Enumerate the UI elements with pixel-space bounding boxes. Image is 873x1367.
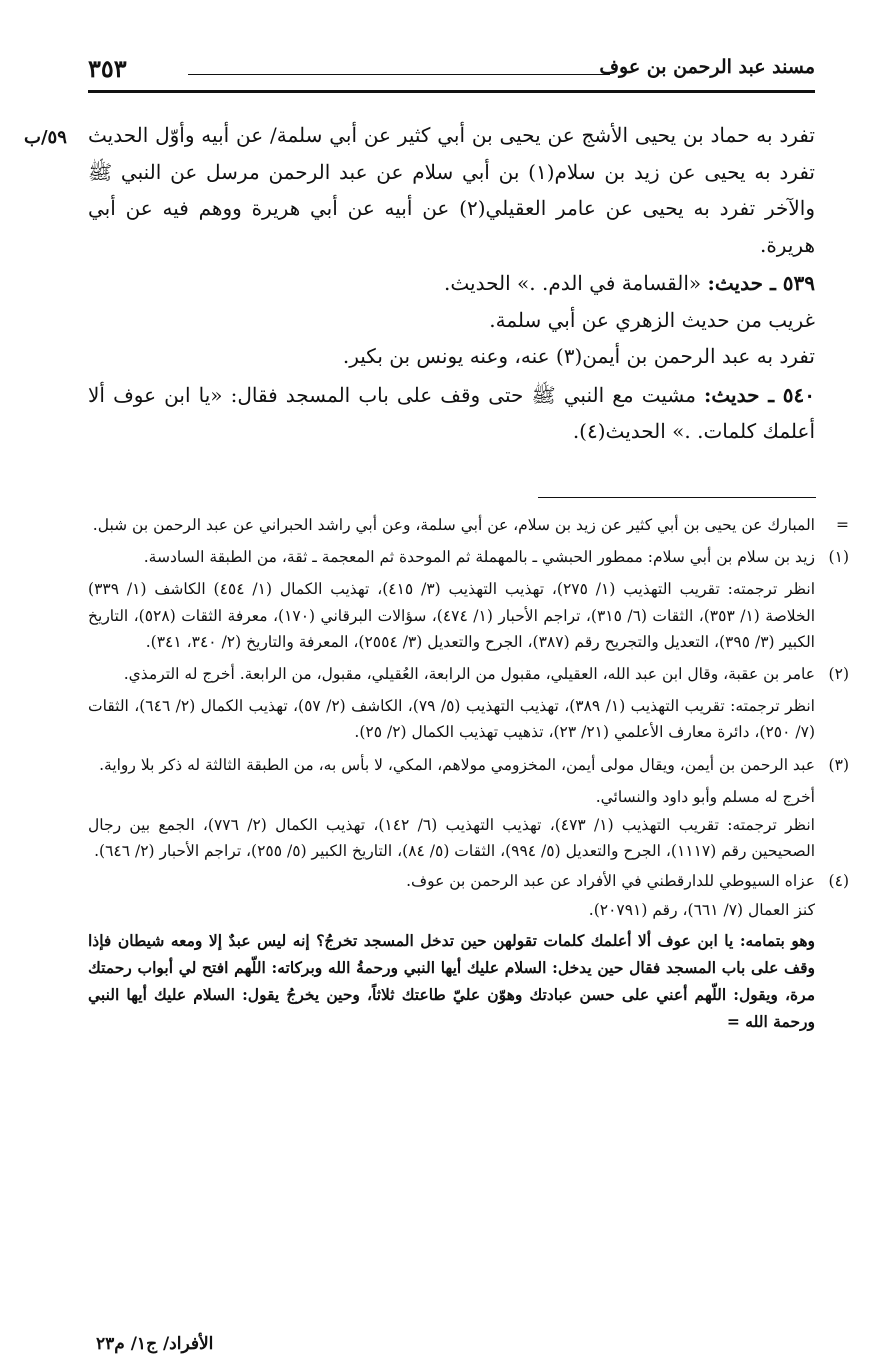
footnote-separator	[538, 497, 816, 498]
entry-540-text: مشيت مع النبي ﷺ حتى وقف على باب المسجد فقال: «يا ابن عوف ألا أعلمك كلمات. .» الحديث(٤).	[88, 382, 815, 443]
footnote-2	[88, 661, 849, 746]
footnote-1-bio: زيد بن سلام بن أبي سلام: ممطور الحبشي ـ بالمهملة ثم الموحدة ثم المعجمة ـ ثقة، من الطبقة السادسة.	[143, 548, 815, 567]
entry-540-number: ٥٤٠ ـ حديث:	[704, 382, 815, 407]
main-text	[88, 117, 815, 450]
entry-539-number: ٥٣٩ ـ حديث:	[707, 271, 815, 295]
footnote-1	[88, 544, 849, 655]
footnote-4-attribution: عزاه السيوطي للدارقطني في الأفراد عن عبد الرحمن بن عوف.	[406, 872, 815, 891]
footnote-3-refs: انظر ترجمته: تقريب التهذيب (١/ ٤٧٣)، تهذيب التهذيب (٦/ ١٤٢)، تهذيب الكمال (٢/ ٧٧٦)، الجمع بين رجال الصحيحين رقم (١١١٧)، الجرح والتعديل (٥/ ٩٩٤)، الثقات (٥/ ٨٤)، التاريخ الكبير (٥/ ٢٥٥)، تراجم الأحبار (٢/ ٦٤٦).	[88, 816, 815, 861]
footnote-2-refs: انظر ترجمته: تقريب التهذيب (١/ ٣٨٩)، تهذيب التهذيب (٥/ ٧٩)، الكاشف (٢/ ٥٧)، تهذيب الكمال (٢/ ٦٤٦)، الثقات (٧/ ٢٥٠)، دائرة معارف الأعلمي (٢١/ ٢٣)، تذهيب تهذيب الكمال (٢/ ٢٥).	[88, 697, 815, 742]
signature-footer: الأفراد/ ج١/ م٢٣	[96, 1334, 214, 1354]
footnote-3-bio: عبد الرحمن بن أيمن، ويقال مولى أيمن، المخزومي مولاهم، المكي، لا بأس به، من الطبقة الثالثة له ذكر بلا رواية.	[99, 755, 815, 774]
footnote-text: المبارك عن يحيى بن أبي كثير عن زيد بن سلام، عن أبي سلمة، وعن أبي راشد الحبراني عن عبد الرحمن بن شبل.	[92, 516, 815, 534]
footnote-continuation	[88, 512, 849, 538]
footnote-4-kanz: كنز العمال (٧/ ٦٦١)، رقم (٢٠٧٩١).	[588, 900, 815, 919]
paragraph-intro: تفرد به حماد بن يحيى الأشج عن يحيى بن أبي كثير عن أبي سلمة/ عن أبيه وأوّل الحديث تفرد به يحيى عن زيد بن سلام(١) بن أبي سلام عن عبد الرحمن مرسل عن النبي ﷺ والآخر تفرد به يحيى عن عامر العقيلي(٢) عن أبيه عن أبي هريرة ووهم فيه عن أبي هريرة.	[88, 123, 815, 257]
footnote-4-full-text: وهو بتمامه: يا ابن عوف ألا أعلمك كلمات تقولهن حين تدخل المسجد تخرجُ؟ إنه ليس عبدٌ إلا ومعه شيطان فإذا وقف على باب المسجد فقال حين يدخل: السلام عليك أيها النبي ورحمةُ الله وبركاته: اللّهم افتح لي أبواب رحمتك مرة، ويقول: اللّهم أعني على حسن عبادتك وهوّن عليّ طاعتك ثلاثاً، وحين يخرجُ يقول: السلام عليك أيها النبي ورحمة الله =	[88, 930, 815, 1031]
page-number: ٣٥٣	[88, 54, 127, 83]
footnote-2-bio: عامر بن عقبة، وقال ابن عبد الله، العقيلي، مقبول من الرابعة، العُقيلي، مقبول، من الرابعة. أخرج له الترمذي.	[123, 665, 815, 684]
footnote-3-takhrij: أخرج له مسلم وأبو داود والنسائي.	[595, 787, 815, 806]
footnote-4-mark: (٤)	[828, 872, 849, 891]
line-tafarrud: تفرد به عبد الرحمن بن أيمن(٣) عنه، وعنه يونس بن بكير.	[342, 344, 815, 368]
header-rule	[188, 74, 610, 75]
entry-539-text: «القسامة في الدم. .» الحديث.	[444, 271, 702, 295]
footnote-1-refs: انظر ترجمته: تقريب التهذيب (١/ ٢٧٥)، تهذيب التهذيب (٣/ ٤١٥)، تهذيب الكمال (١/ ٤٥٤) الكاشف (١/ ٣٣٩) الخلاصة (١/ ٣٥٣)، الثقات (٦/ ٣١٥)، تراجم الأحبار (١/ ٤٧٤)، سؤالات البرقاني (١٧٠)، معرفة الثقات (٥٢٨)، التاريخ الكبير (٣/ ٣٩٥)، التعديل والتجريح رقم (٣٨٧)، الجرح والتعديل (٣/ ٢٥٥٤)، المعرفة والتاريخ (٢/ ٣٤٠، ٣٤١).	[88, 580, 816, 651]
footnote-2-mark: (٢)	[828, 665, 849, 684]
line-gharib: غريب من حديث الزهري عن أبي سلمة.	[489, 307, 815, 332]
margin-folio-note: ٥٩/ب	[24, 127, 67, 148]
continuation-mark: =	[836, 516, 849, 534]
footnote-3-mark: (٣)	[828, 755, 849, 774]
entry-540	[88, 377, 815, 450]
footnote-1-mark: (١)	[828, 548, 849, 567]
entry-539	[88, 265, 815, 302]
running-title: مسند عبد الرحمن بن عوف	[599, 56, 815, 78]
running-header	[88, 54, 815, 88]
footnotes	[88, 512, 849, 1035]
footnote-4	[88, 868, 849, 922]
header-bottom-rule	[88, 90, 815, 93]
footnote-3	[88, 752, 849, 865]
